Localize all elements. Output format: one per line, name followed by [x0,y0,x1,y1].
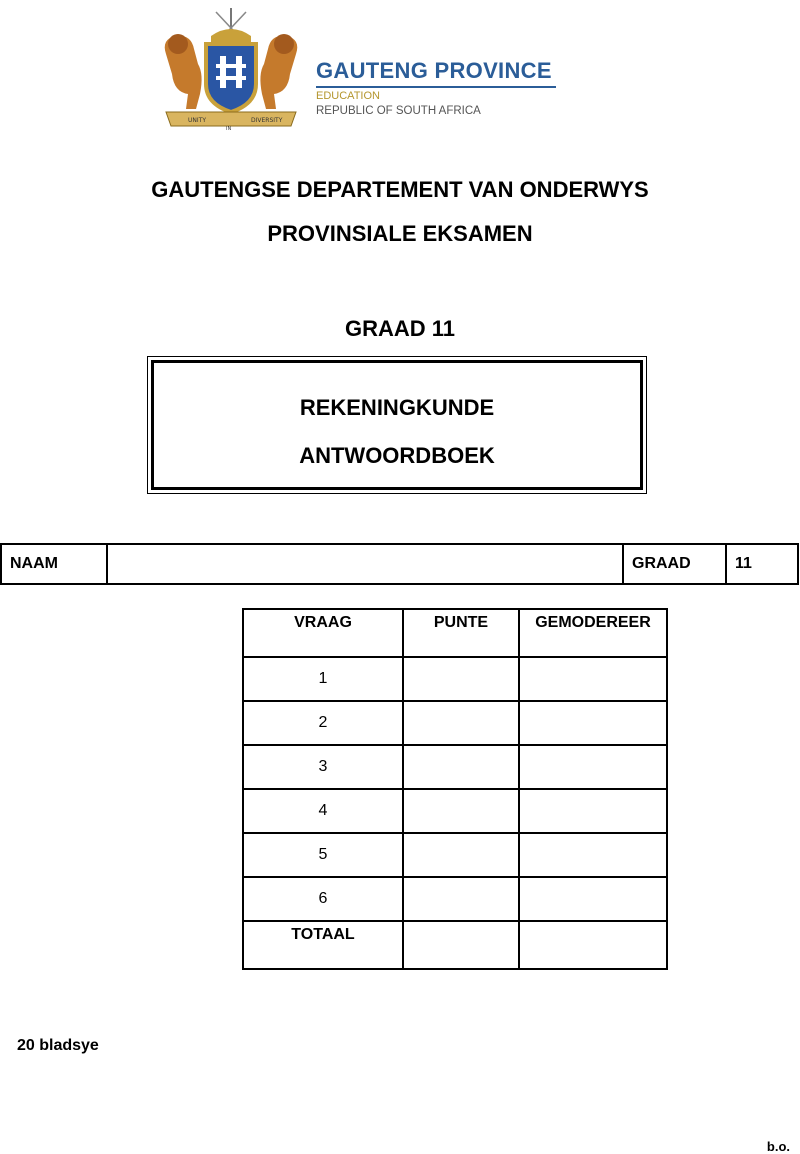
header-punte: PUNTE [403,609,519,657]
motto-mid: IN [226,126,232,132]
gemodereer-cell[interactable] [519,745,667,789]
question-number: 4 [243,789,403,833]
subject-title: REKENINGKUNDE [299,395,495,420]
question-number: 6 [243,877,403,921]
punte-cell[interactable] [403,877,519,921]
punte-cell[interactable] [403,789,519,833]
gemodereer-cell[interactable] [519,701,667,745]
table-row [243,877,667,921]
subject-box [147,356,647,494]
punte-cell[interactable] [403,745,519,789]
page-count: 20 bladsye [17,1037,99,1054]
table-row [243,657,667,701]
exam-title: PROVINSIALE EKSAMEN [267,221,533,246]
table-row [243,745,667,789]
punte-cell[interactable] [403,833,519,877]
turn-over: b.o. [766,1139,790,1154]
motto-right: DIVERSITY [251,117,283,124]
name-label: NAAM [1,544,107,584]
total-row [243,921,667,969]
question-number: 2 [243,701,403,745]
grade-value: 11 [726,544,798,584]
gemodereer-cell[interactable] [519,877,667,921]
total-gemodereer-cell[interactable] [519,921,667,969]
question-number: 3 [243,745,403,789]
coat-of-arms-icon [156,4,306,134]
question-number: 5 [243,833,403,877]
logo-republic: REPUBLIC OF SOUTH AFRICA [316,105,481,117]
total-punte-cell[interactable] [403,921,519,969]
logo-education: EDUCATION [316,90,380,102]
punte-cell[interactable] [403,657,519,701]
name-field[interactable] [107,544,623,584]
punte-cell[interactable] [403,701,519,745]
table-row [243,701,667,745]
gauteng-logo [148,4,598,134]
total-label: TOTAAL [243,921,403,969]
table-row [243,789,667,833]
grade-title: GRAAD 11 [344,316,456,341]
marks-table [242,608,668,970]
table-row [243,833,667,877]
motto-left: UNITY [188,117,206,124]
logo-title: GAUTENG PROVINCE [316,58,552,83]
logo-divider [316,86,556,88]
gemodereer-cell[interactable] [519,833,667,877]
booklet-title: ANTWOORDBOEK [299,443,495,468]
question-number: 1 [243,657,403,701]
header-vraag: VRAAG [243,609,403,657]
gemodereer-cell[interactable] [519,657,667,701]
gemodereer-cell[interactable] [519,789,667,833]
grade-label: GRAAD [623,544,726,584]
department-title: GAUTENGSE DEPARTEMENT VAN ONDERWYS [151,177,649,202]
name-grade-table [0,543,799,585]
header-gemodereer: GEMODEREER [519,609,667,657]
